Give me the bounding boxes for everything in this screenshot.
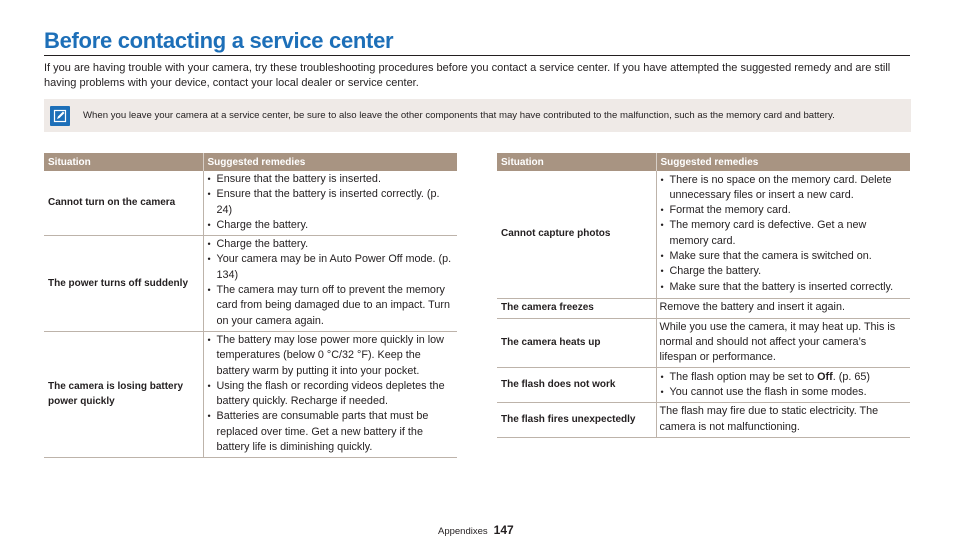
table-row [497,403,910,438]
situation-cell: The flash does not work [497,368,656,403]
troubleshooting-table-right [497,153,910,438]
remedy-text: The flash may fire due to static electricity. The camera is not malfunctioning. [656,403,910,438]
table-row [497,171,910,298]
column-header-situation: Situation [497,153,656,171]
column-header-situation: Situation [44,153,203,171]
remedy-item: • There is no space on the memory card. Delete unnecessary files or insert a new card. [660,173,907,204]
remedy-item: • Charge the battery. [207,237,454,252]
remedy-item: • Make sure that the battery is inserted correctly. [660,280,907,295]
situation-cell: The camera heats up [497,318,656,368]
intro-paragraph: If you are having trouble with your camera, try these troubleshooting procedures before you contact a service center. If you have attempted the suggested remedy and are still having problems with your device, contact your local dealer or service center. [44,62,891,89]
page-title: Before contacting a service center [44,28,394,53]
remedy-text: While you use the camera, it may heat up. This is normal and should not affect your camera’s lifespan or performance. [656,318,910,368]
flash-off-option: Off [817,370,833,383]
table-row [44,236,457,332]
table-row [497,368,910,403]
remedy-item: • The flash option may be set to Off. (p. 65) [660,370,907,385]
situation-cell: The power turns off suddenly [44,236,203,332]
troubleshooting-table-left [44,153,457,458]
remedy-item: • The memory card is defective. Get a new memory card. [660,218,907,249]
remedy-item: • Format the memory card. [660,203,907,218]
remedy-item: • Charge the battery. [207,218,454,233]
table-row [44,171,457,236]
footer-section: Appendixes [438,526,488,537]
remedies-cell [203,171,457,236]
remedy-item: • Your camera may be in Auto Power Off mode. (p. 134) [207,252,454,283]
table-row [44,331,457,457]
situation-cell: Cannot capture photos [497,171,656,298]
table-row [497,318,910,368]
remedies-cell [656,171,910,298]
situation-cell: The flash fires unexpectedly [497,403,656,438]
remedy-item: • Make sure that the camera is switched on. [660,249,907,264]
remedies-cell [656,368,910,403]
page-number: 147 [493,523,514,537]
table-row [497,298,910,318]
note-box [44,99,911,132]
remedies-cell [203,236,457,332]
remedy-item: • Batteries are consumable parts that must be replaced over time. Get a new battery if the battery life is diminishing quickly. [207,409,454,455]
remedies-cell [203,331,457,457]
remedy-item: • The camera may turn off to prevent the memory card from being damaged due to an impact. Turn on your camera again. [207,283,454,329]
remedy-text: Remove the battery and insert it again. [656,298,910,318]
remedy-item: • You cannot use the flash in some modes. [660,385,907,400]
column-header-remedies: Suggested remedies [203,153,457,171]
title-divider [44,55,910,56]
note-pencil-icon [50,106,70,126]
remedy-item: • Ensure that the battery is inserted. [207,172,454,187]
remedy-item: • Ensure that the battery is inserted correctly. (p. 24) [207,187,454,218]
situation-cell: The camera freezes [497,298,656,318]
note-text: When you leave your camera at a service center, be sure to also leave the other components that may have contributed to the malfunction, such as the memory card and battery. [83,110,835,121]
column-header-remedies: Suggested remedies [656,153,910,171]
situation-cell: The camera is losing battery power quickly [44,331,203,457]
situation-cell: Cannot turn on the camera [44,171,203,236]
remedy-item: • Charge the battery. [660,264,907,279]
remedy-item: • The battery may lose power more quickly in low temperatures (below 0 °C/32 °F). Keep the battery warm by putting it into your pocket. [207,333,454,379]
remedy-item: • Using the flash or recording videos depletes the battery quickly. Recharge if needed. [207,379,454,410]
page-footer [438,523,514,537]
